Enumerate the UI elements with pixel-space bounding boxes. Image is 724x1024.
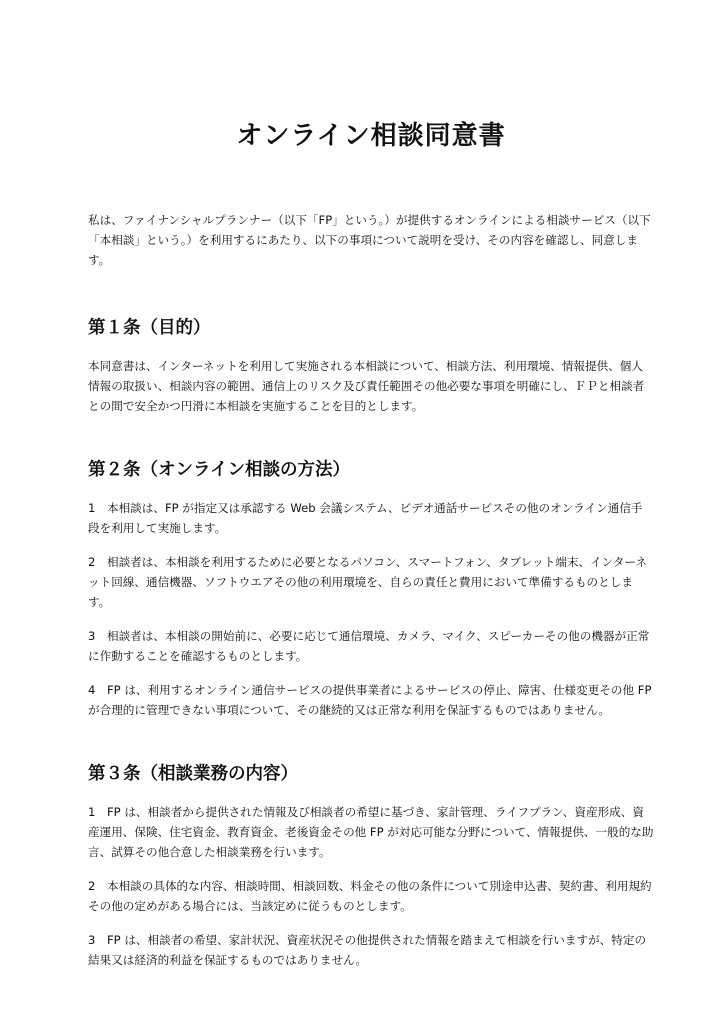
article-2-heading: 第２条（オンライン相談の方法） [88, 460, 350, 480]
article-3-clause-3: 3 FP は、相談者の希望、家計状況、資産状況その他提供された情報を踏まえて相談を行いますが、特定の結果又は経済的利益を保証するものではありません。 [88, 933, 647, 967]
article-3-clause-2: 2 本相談の具体的な内容、相談時間、相談回数、料金その他の条件について別途申込書、契約書、利用規約その他の定めがある場合には、当該定めに従うものとします。 [88, 879, 652, 913]
intro-paragraph: 私は、ファイナンシャルプランナー（以下「FP」という。）が提供するオンラインによる相談サービス（以下「本相談」という。）を利用するにあたり、以下の事項について説明を受け、その内容を確認し、同意します。 [88, 213, 651, 267]
article-2-clause-2: 2 相談者は、本相談を利用するために必要となるパソコン、スマートフォン、タブレット端末、インターネット回線、通信機器、ソフトウエアその他の利用環境を、自らの責任と費用において準備するものとします。 [88, 555, 648, 609]
article-3-clause-1: 1 FP は、相談者から提供された情報及び相談者の希望に基づき、家計管理、ライフプラン、資産形成、資産運用、保険、住宅資金、教育資金、老後資金その他 FP が対応可能な分野について、情報提供、一般的な助言、試算その他合意した相談業務を行います。 [88, 805, 654, 859]
article-1-section [88, 316, 654, 416]
article-1-body: 本同意書は、インターネットを利用して実施される本相談について、相談方法、利用環境、情報提供、個人情報の取扱い、相談内容の範囲、通信上のリスク及び責任範囲その他必要な事項を明確にし、ＦＰと相談者との間で安全かつ円滑に本相談を実施することを目的とします。 [88, 359, 645, 413]
article-2-clause-1: 1 本相談は、FP が指定又は承認する Web 会議システム、ビデオ通話サービスその他のオンライン通信手段を利用して実施します。 [88, 501, 643, 535]
article-2-clauses [88, 498, 654, 720]
article-1-heading: 第１条（目的） [88, 318, 211, 338]
article-2-clause-4: 4 FP は、利用するオンライン通信サービスの提供事業者によるサービスの停止、障害、仕様変更その他 FP が合理的に管理できない事項について、その継続的又は正常な利用を保証するものではありません。 [88, 683, 652, 717]
article-3-clauses [88, 802, 654, 970]
article-2-section [88, 458, 654, 720]
article-3-heading: 第３条（相談業務の内容） [88, 764, 298, 784]
article-3-section [88, 762, 654, 970]
article-2-clause-3: 3 相談者は、本相談の開始前に、必要に応じて通信環境、カメラ、マイク、スピーカーその他の機器が正常に作動することを確認するものとします。 [88, 629, 650, 663]
document-title: オンライン相談同意書 [236, 121, 506, 151]
